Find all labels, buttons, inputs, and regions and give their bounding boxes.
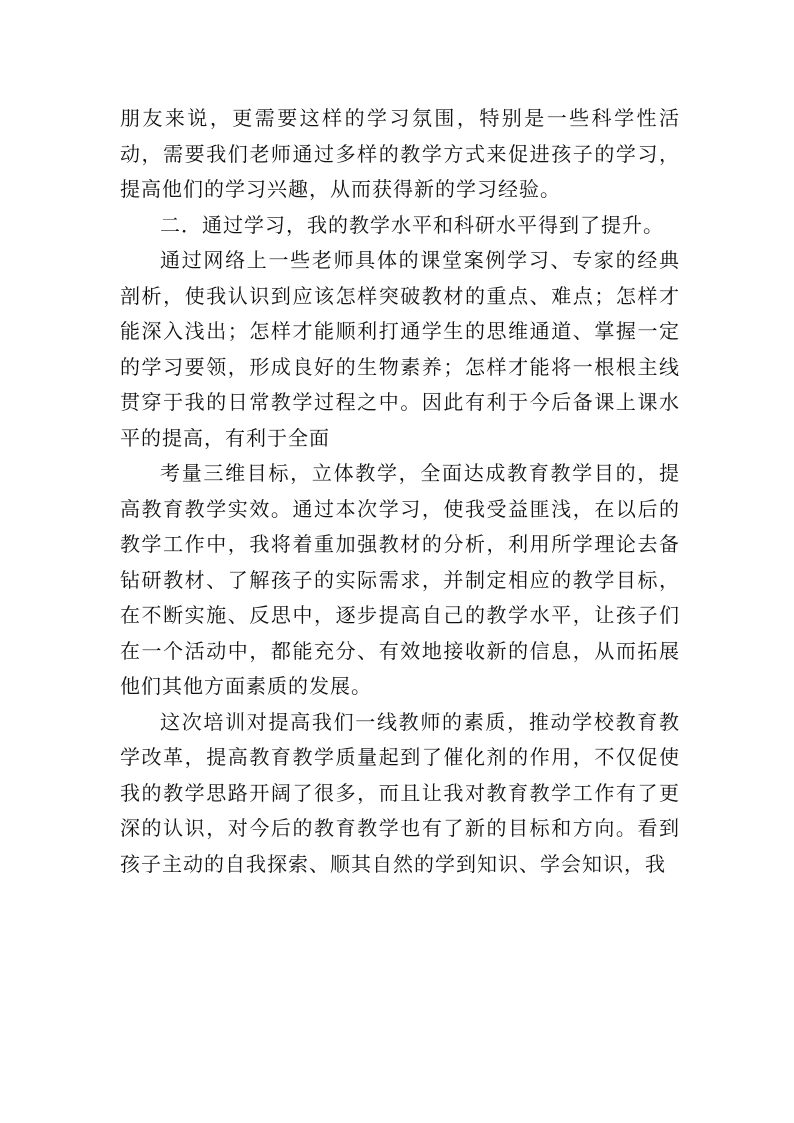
section-heading: 二．通过学习，我的教学水平和科研水平得到了提升。 bbox=[160, 212, 664, 237]
document-body bbox=[120, 101, 680, 882]
paragraph: 考量三维目标，立体教学，全面达成教育教学目的，提高教育教学实效。通过本次学习，使我受益匪浅，在以后的教学工作中，我将着重加强教材的分析，利用所学理论去备钻研教材、了解孩子的实际需求，并制定相应的教学目标，在不断实施、反思中，逐步提高自己的教学水平，让孩子们在一个活动中，都能充分、有效地接收新的信息，从而拓展他们其他方面素质的发展。 bbox=[120, 461, 680, 698]
paragraph: 这次培训对提高我们一线教师的素质，推动学校教育教学改革，提高教育教学质量起到了催化剂的作用，不仅促使我的教学思路开阔了很多，而且让我对教育教学工作有了更深的认识，对今后的教育教学也有了新的目标和方向。看到孩子主动的自我探索、顺其自然的学到知识、学会知识，我 bbox=[120, 709, 680, 876]
paragraph: 通过网络上一些老师具体的课堂案例学习、专家的经典剖析，使我认识到应该怎样突破教材的重点、难点；怎样才能深入浅出；怎样才能顺利打通学生的思维通道、掌握一定的学习要领，形成良好的生物素养；怎样才能将一根根主线贯穿于我的日常教学过程之中。因此有利于今后备课上课水平的提高，有利于全面 bbox=[120, 248, 680, 450]
paragraph: 朋友来说，更需要这样的学习氛围，特别是一些科学性活动，需要我们老师通过多样的教学方式来促进孩子的学习，提高他们的学习兴趣，从而获得新的学习经验。 bbox=[120, 106, 680, 201]
